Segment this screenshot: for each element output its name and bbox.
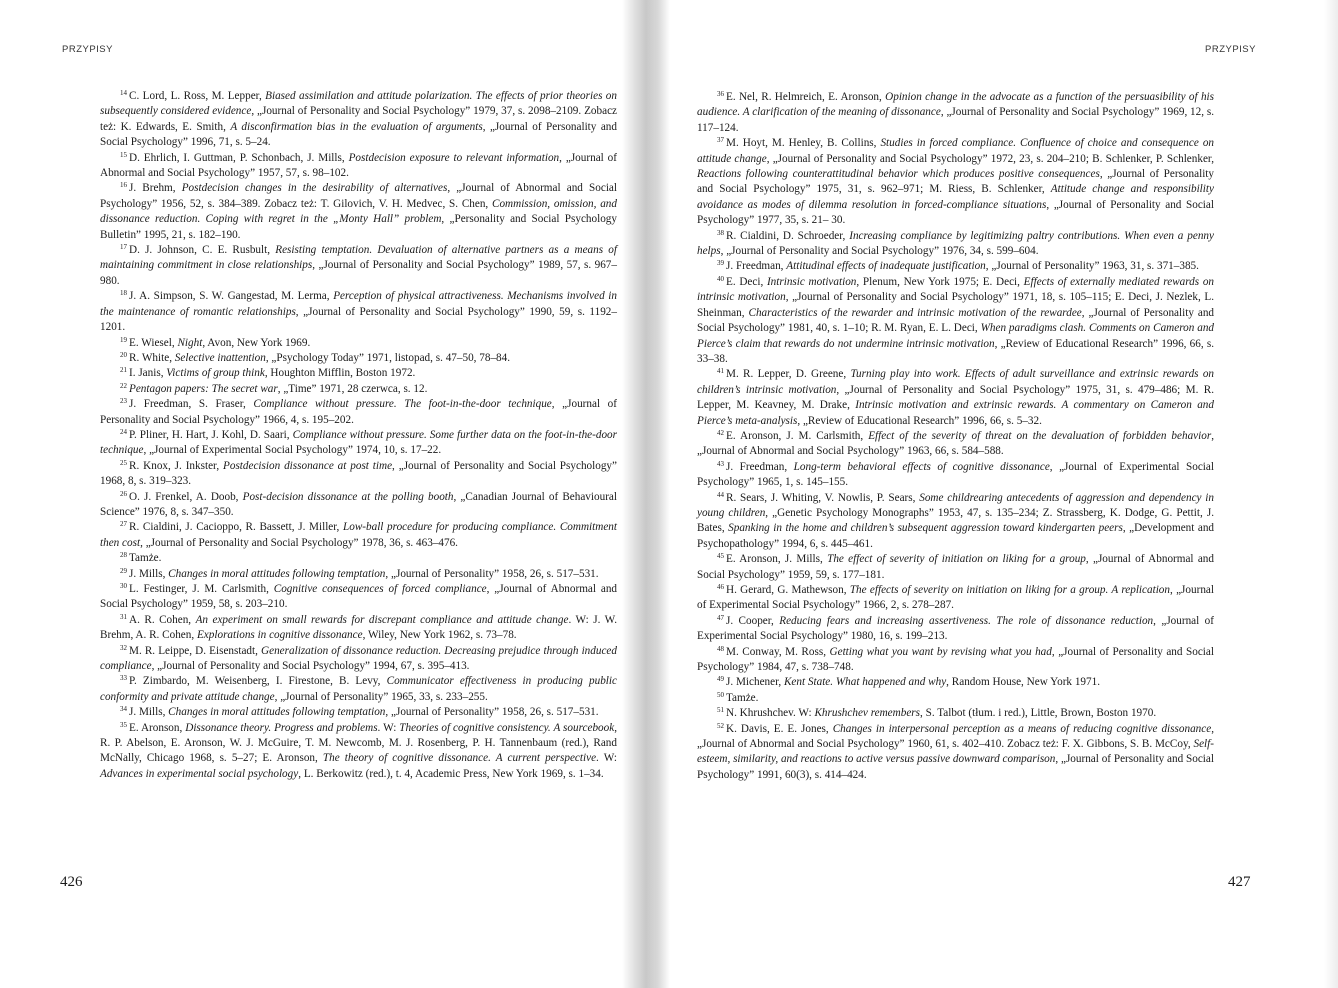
footnote-title: Attitude change and responsibility avoidance as modes of dilemma resolution in forced-compliance situations <box>697 183 1214 211</box>
footnote-title: Changes in interpersonal perception as a means of reducing cognitive dissonance <box>832 722 1212 735</box>
footnote-text: E. Aronson, <box>129 721 186 734</box>
footnote <box>100 89 617 151</box>
footnote-text: , „Journal of Personality and Social Psychology” 1968, 8, s. 319–323. <box>100 459 617 488</box>
footnote-title: Compliance without pressure. The foot-in-the-door technique <box>253 398 552 411</box>
footnote-text: , „Journal of Personality and Social Psychology” 1975, 31, s. 479–486; M. R. Lepper, M. Keavney, M. Drake, <box>697 383 1214 412</box>
footnote-title: Getting what you want by revising what you had <box>829 645 1052 658</box>
right-page-notes <box>697 90 1214 783</box>
footnote <box>697 275 1214 367</box>
footnote-text: , Wiley, New York 1962, s. 73–78. <box>362 629 517 642</box>
footnote-number: 26 <box>120 489 127 498</box>
footnote-number: 47 <box>717 613 724 622</box>
footnote-number: 17 <box>120 243 127 252</box>
footnote <box>100 382 617 397</box>
footnote-text: N. Khrushchev. W: <box>726 707 815 720</box>
footnote-text: , „Review of Educational Research” 1996, 66, s. 33–38. <box>697 337 1214 365</box>
footnote-text: , S. Talbot (tłum. i red.), Little, Brown, Boston 1970. <box>920 707 1157 720</box>
footnote <box>100 428 617 459</box>
page-number-left: 426 <box>60 874 83 890</box>
footnote-title: Effects of externally mediated rewards on intrinsic motivation <box>697 275 1215 304</box>
footnote <box>697 614 1214 645</box>
footnote-title: Commission, omission, and dissonance reduction. Coping with regret in the „Monty Hall” problem <box>100 197 617 226</box>
footnote-text: , „Canadian Journal of Behavioural Science” 1976, 8, s. 347–350. <box>100 490 617 518</box>
footnote <box>697 706 1214 721</box>
footnote-number: 37 <box>717 136 724 145</box>
footnote-title: Post-decision dissonance at the polling booth <box>242 490 454 503</box>
footnote-title: Low-ball procedure for producing compliance. Commitment then cost <box>100 521 617 549</box>
footnote-number: 14 <box>120 89 127 97</box>
footnote-text: E. Deci, <box>726 275 767 288</box>
footnote-title: Reducing fears and increasing assertiveness. The role of dissonance reduction <box>779 614 1154 627</box>
running-header-right: PRZYPISY <box>1205 44 1256 55</box>
footnote-title: Pentagon papers: The secret war <box>129 382 278 395</box>
footnote-text: M. Conway, M. Ross, <box>726 645 830 658</box>
footnote-text: , „Genetic Psychology Monographs” 1953, 47, s. 135–234; Z. Strassberg, K. Dodge, G. Pettit, J. Bates, <box>697 506 1214 535</box>
footnote <box>697 90 1214 136</box>
footnote-text: , „Development and Psychopathology” 1994, 6, s. 445–461. <box>697 522 1215 550</box>
footnote <box>100 289 617 335</box>
footnote <box>100 644 617 675</box>
footnote-text: . W: <box>596 752 617 765</box>
footnote-title: Victims of group think <box>166 367 265 380</box>
footnote-text: , „Journal of Personality and Social Psychology” 1977, 35, s. 21– 30. <box>697 198 1214 227</box>
footnote-number: 38 <box>717 228 724 237</box>
footnote-text: , „Journal of Personality” 1965, 33, s. 233–255. <box>274 690 488 703</box>
footnote <box>697 722 1214 784</box>
footnote-text: , „Time” 1971, 28 czerwca, s. 12. <box>277 382 428 395</box>
footnote-text: E. Aronson, J. Mills, <box>726 553 828 566</box>
footnote-number: 48 <box>717 644 724 653</box>
footnote-title: Effect of the severity of threat on the devaluation of forbidden behavior <box>868 429 1212 442</box>
footnote-text: , „Journal of Personality” 1958, 26, s. 517–531. <box>385 706 599 719</box>
footnote-title: A disconfirmation bias in the evaluation of arguments <box>230 120 483 133</box>
page-number-right: 427 <box>1228 874 1251 890</box>
footnote-text: . W: J. W. Brehm, A. R. Cohen, <box>100 613 618 642</box>
footnote-title: Night <box>177 336 203 349</box>
footnote-text: , Houghton Mifflin, Boston 1972. <box>264 367 416 380</box>
footnote-number: 16 <box>120 181 127 190</box>
footnote-text: , „Psychology Today” 1971, listopad, s. 47–50, 78–84. <box>265 351 511 364</box>
footnote-text: I. Janis, <box>129 367 167 380</box>
footnote-text: , „Journal of Personality and Social Psychology” 1971, 18, s. 105–115; E. Deci, J. Nezlek, L. Sheinman, <box>697 291 1214 319</box>
footnote-number: 41 <box>717 367 724 376</box>
footnote-text: , „Journal of Personality” 1963, 31, s. 371–385. <box>985 260 1199 273</box>
footnote-text: , „Journal of Personality and Social Psychology” 1979, 37, s. 2098–2109. Zobacz też: K. Edwards, E. Smith, <box>100 105 617 133</box>
page-edge <box>1324 0 1338 988</box>
footnote-text: , „Journal of Personality and Social Psychology” 1975, 31, s. 962–971; M. Riess, B. Schlenker, <box>697 168 1215 196</box>
footnote-text: , „Journal of Personality and Social Psychology” 1981, 40, s. 1–10; R. M. Ryan, E. L. Deci, <box>697 306 1215 335</box>
footnote <box>697 429 1214 460</box>
footnote-title: When paradigms clash. Comments on Cameron and Pierce’s claim that rewards do not undermine intrinsic motivation <box>697 322 1215 350</box>
footnote-title: Compliance without pressure. Some further data on the foot-in-the-door technique <box>100 428 617 457</box>
footnote <box>697 259 1214 274</box>
footnote-title: Communicator effectiveness in producing public conformity and private attitude change <box>100 675 617 703</box>
running-header-left: PRZYPISY <box>62 44 113 55</box>
footnote-text: , „Journal of Personality” 1958, 26, s. 517–531. <box>385 567 599 580</box>
footnote-title: Resisting temptation. Devaluation of alternative partners as a means of maintaining commitment in close relationships <box>100 244 618 272</box>
footnote <box>697 645 1214 676</box>
footnote-text: P. Pliner, H. Hart, J. Kohl, D. Saari, <box>129 428 293 441</box>
footnote-number: 32 <box>120 643 127 652</box>
footnote-text: , L. Berkowitz (red.), t. 4, Academic Press, New York 1969, s. 1–34. <box>298 767 604 780</box>
footnote-title: Postdecision changes in the desirability of alternatives <box>181 182 448 195</box>
book-gutter <box>622 0 670 988</box>
footnote-text: R. Sears, J. Whiting, V. Nowlis, P. Sears, <box>726 491 920 504</box>
footnote <box>697 136 1214 228</box>
footnote-text: O. J. Frenkel, A. Doob, <box>129 490 243 503</box>
footnote <box>100 705 617 720</box>
footnote-title: The effects of severity on initiation on liking for a group. A replication <box>849 584 1170 596</box>
footnote-number: 20 <box>120 350 127 359</box>
footnote-number: 35 <box>120 720 127 729</box>
footnote <box>697 675 1214 690</box>
footnote <box>100 366 617 381</box>
footnote-number: 46 <box>717 583 724 591</box>
footnote-title: Increasing compliance by legitimizing paltry contributions. When even a penny helps <box>697 229 1214 258</box>
footnote-text: K. Davis, E. E. Jones, <box>726 722 833 735</box>
footnote-text: , „Journal of Personality and Social Psychology” 1978, 36, s. 463–476. <box>140 536 458 549</box>
footnote-number: 39 <box>717 259 724 268</box>
footnote-text: J. Mills, <box>129 706 169 719</box>
footnote-text: , „Journal of Abnormal and Social Psychology” 1957, 57, s. 98–102. <box>100 151 617 180</box>
footnote-text: , „Journal of Abnormal and Social Psychology” 1959, 58, s. 203–210. <box>100 583 618 611</box>
footnote-text: Tamże. <box>726 691 759 704</box>
footnote-number: 18 <box>120 289 127 298</box>
footnote-number: 51 <box>717 706 724 715</box>
footnote-title: Spanking in the home and children’s subsequent aggression toward kindergarten peers <box>728 522 1123 535</box>
footnote <box>697 367 1214 429</box>
footnote-title: Kent State. What happened and why <box>783 676 947 689</box>
footnote-text: , „Journal of Abnormal and Social Psychology” 1956, 52, s. 384–389. Zobacz też: T. Gilovich, V. H. Medvec, S. Chen, <box>100 182 617 210</box>
footnote-text: , „Journal of Personality and Social Psychology” 1989, 57, s. 967–980. <box>100 259 617 287</box>
footnote-text: Tamże. <box>129 552 162 565</box>
footnote <box>100 151 617 182</box>
footnote-text: , Plenum, New York 1975; E. Deci, <box>856 275 1024 288</box>
footnote-number: 29 <box>120 566 127 575</box>
footnote-text: D. Ehrlich, I. Guttman, P. Schonbach, J. Mills, <box>129 151 349 164</box>
footnote-title: Opinion change in the advocate as a function of the persuasibility of his audience. A clarification of the meaning of dissonance <box>697 91 1214 119</box>
footnote-text: , „Journal of Experimental Social Psychology” 1980, 16, s. 199–213. <box>697 614 1214 643</box>
footnote-number: 44 <box>717 490 724 499</box>
footnote-text: , „Journal of Experimental Social Psychology” 1965, 1, s. 145–155. <box>697 460 1214 489</box>
footnote <box>697 460 1214 491</box>
footnote-text: A. R. Cohen, <box>129 613 196 626</box>
footnote-text: R. Knox, J. Inkster, <box>129 459 224 472</box>
footnote-title: Studies in forced compliance. Confluence of choice and consequence on attitude change <box>697 137 1215 165</box>
footnote <box>100 674 617 705</box>
footnote-title: Dissonance theory. Progress and problems <box>185 721 378 734</box>
footnote-title: Attitudinal effects of inadequate justification <box>786 260 986 273</box>
footnote-title: Turning play into work. Effects of adult surveillance and extrinsic rewards on children’s intrinsic motivation <box>697 368 1215 396</box>
footnote-text: J. Brehm, <box>129 182 182 195</box>
footnote-number: 24 <box>120 427 127 436</box>
footnote-title: Cognitive consequences of forced compliance <box>273 583 487 595</box>
footnote <box>100 243 617 289</box>
footnote-text: E. Aronson, J. M. Carlsmith, <box>726 429 869 442</box>
footnote-text: P. Zimbardo, M. Weisenberg, I. Firestone, B. Levy, <box>129 675 387 688</box>
footnote-text: , „Journal of Personality and Social Psychology” 1972, 23, s. 204–210; B. Schlenker, P. Schlenker, <box>766 152 1214 165</box>
footnote-number: 45 <box>717 552 724 561</box>
footnote-text: J. Freedman, <box>726 460 794 473</box>
footnote <box>697 552 1214 583</box>
footnote-title: Khrushchev remembers <box>814 707 920 720</box>
footnote-title: Changes in moral attitudes following temptation <box>168 706 386 719</box>
footnote-text: , „Journal of Abnormal and Social Psychology” 1959, 59, s. 177–181. <box>697 553 1214 581</box>
footnote-title: Advances in experimental social psychology <box>100 767 299 780</box>
footnote-title: Biased assimilation and attitude polarization. The effects of prior theories on subsequently considered evidence <box>100 90 617 118</box>
footnote-number: 25 <box>120 458 127 467</box>
footnote-number: 34 <box>120 705 127 714</box>
footnote-number: 27 <box>120 520 127 529</box>
footnote-title: Generalization of dissonance reduction. Decreasing prejudice through induced compliance <box>100 644 617 673</box>
footnote <box>697 491 1214 553</box>
footnote-text: R. White, <box>129 351 175 364</box>
footnote-text: , Avon, New York 1969. <box>202 336 311 349</box>
footnote-text: , Random House, New York 1971. <box>946 676 1100 689</box>
footnote-text: , R. P. Abelson, E. Aronson, W. J. McGuire, T. M. Newcomb, M. J. Rosenberg, P. H. Tannenbaum (red.), Rand McNally, Chicago 1968, s. 5–27; E. Aronson, <box>100 721 617 765</box>
footnote-number: 22 <box>120 381 127 390</box>
footnote-number: 19 <box>120 335 127 344</box>
footnote <box>100 336 617 351</box>
footnote-text: J. Freedman, <box>726 260 787 273</box>
footnote <box>100 397 617 428</box>
footnote <box>100 551 617 566</box>
footnote <box>100 459 617 490</box>
footnote-title: Theories of cognitive consistency. A sourcebook <box>399 721 615 734</box>
footnote <box>697 691 1214 706</box>
footnote-text: , „Journal of Personality and Social Psychology” 1966, 4, s. 195–202. <box>100 398 617 426</box>
footnote-number: 21 <box>120 366 127 375</box>
footnote-title: Reactions following counterattitudinal behavior which produces positive consequences <box>697 168 1100 181</box>
footnote-title: Intrinsic motivation <box>766 275 857 288</box>
footnote <box>100 351 617 366</box>
footnote-title: Selective inattention <box>174 351 266 364</box>
footnote-text: , „Journal of Personality and Social Psychology” 1984, 47, s. 738–748. <box>697 645 1214 674</box>
footnote-text: R. Cialdini, D. Schroeder, <box>726 229 850 242</box>
footnote-number: 28 <box>120 551 127 560</box>
footnote-number: 40 <box>717 274 724 283</box>
footnote-text: C. Lord, L. Ross, M. Lepper, <box>129 90 266 102</box>
footnote-text: J. Michener, <box>726 676 784 689</box>
footnote-title: The effect of severity of initiation on liking for a group <box>827 553 1086 566</box>
footnote-number: 49 <box>717 675 724 684</box>
footnote-number: 33 <box>120 674 127 683</box>
footnote-text: , „Journal of Abnormal and Social Psychology” 1963, 66, s. 584–588. <box>697 429 1214 458</box>
footnote-text: J. Mills, <box>129 567 169 580</box>
footnote-number: 30 <box>120 582 127 590</box>
footnote-text: , „Journal of Personality and Social Psychology” 1996, 71, s. 5–24. <box>100 120 617 149</box>
footnote-title: Postdecision exposure to relevant information <box>348 151 560 164</box>
footnote-title: Postdecision dissonance at post time <box>223 459 393 472</box>
footnote <box>100 582 617 613</box>
footnote-text: , „Journal of Personality and Social Psychology” 1990, 59, s. 1192–1201. <box>100 305 617 334</box>
footnote-text: , „Journal of Personality and Social Psychology” 1991, 60(3), s. 414–424. <box>697 753 1214 781</box>
footnote-number: 52 <box>717 721 724 730</box>
footnote-text: , „Personality and Social Psychology Bulletin” 1995, 21, s. 182–190. <box>100 213 617 241</box>
footnote <box>100 613 617 644</box>
footnote-number: 50 <box>717 690 724 699</box>
footnote-text: J. Freedman, S. Fraser, <box>129 398 254 411</box>
footnote-text: , „Journal of Personality and Social Psychology” 1969, 12, s. 117–124. <box>697 106 1214 134</box>
footnote-text: , „Journal of Experimental Social Psychology” 1974, 10, s. 17–22. <box>143 444 442 457</box>
footnote-text: , „Journal of Experimental Social Psychology” 1966, 2, s. 278–287. <box>697 584 1214 612</box>
footnote-title: Changes in moral attitudes following temptation <box>168 567 386 580</box>
footnote-text: H. Gerard, G. Mathewson, <box>726 584 850 596</box>
footnote-text: D. J. Johnson, C. E. Rusbult, <box>129 244 276 257</box>
footnote-title: Long-term behavioral effects of cognitive dissonance <box>793 460 1050 473</box>
footnote-text: M. R. Leippe, D. Eisenstadt, <box>129 644 262 657</box>
footnote <box>100 520 617 551</box>
footnote-title: Perception of physical attractiveness. Mechanisms involved in the maintenance of romantic relationships <box>100 290 617 318</box>
footnote-text: , „Journal of Personality and Social Psychology” 1994, 67, s. 395–413. <box>151 660 470 673</box>
footnote-number: 36 <box>717 90 724 98</box>
footnote-text: J. Cooper, <box>726 614 780 627</box>
footnote-number: 42 <box>717 428 724 437</box>
footnote-text: L. Festinger, J. M. Carlsmith, <box>129 583 274 595</box>
footnote-text: , „Review of Educational Research” 1996, 66, s. 5–32. <box>797 414 1042 427</box>
footnote <box>697 229 1214 260</box>
footnote-text: E. Wiesel, <box>129 336 178 349</box>
footnote-text: . W: <box>377 721 400 734</box>
footnote <box>100 721 617 783</box>
footnote <box>100 181 617 243</box>
footnote-number: 15 <box>120 150 127 159</box>
footnote-title: Some childrearing antecedents of aggression and dependency in young children <box>697 491 1215 519</box>
footnote <box>100 490 617 521</box>
footnote-title: An experiment on small rewards for discrepant compliance and attitude change <box>195 613 569 626</box>
footnote <box>100 567 617 582</box>
footnote-text: E. Nel, R. Helmreich, E. Aronson, <box>726 91 886 103</box>
footnote-text: , „Journal of Abnormal and Social Psychology” 1960, 61, s. 402–410. Zobacz też: F. X. Gibbons, S. B. McCoy, <box>697 722 1214 751</box>
footnote-title: Self-esteem, similarity, and reactions to active versus passive downward comparison <box>697 738 1214 766</box>
footnote-number: 23 <box>120 397 127 406</box>
footnote-text: R. Cialdini, J. Cacioppo, R. Bassett, J. Miller, <box>129 521 343 534</box>
footnote-title: Explorations in cognitive dissonance <box>196 629 363 642</box>
footnote-title: Characteristics of the rewarder and intrinsic motivation of the rewardee <box>748 306 1082 319</box>
footnote-text: , „Journal of Personality and Social Psychology” 1976, 34, s. 599–604. <box>720 245 1039 258</box>
footnote-title: Intrinsic motivation and extrinsic rewards. A commentary on Cameron and Pierce’s meta-analysis <box>697 399 1214 427</box>
footnote-text: J. A. Simpson, S. W. Gangestad, M. Lerma, <box>129 290 334 303</box>
footnote-title: The theory of cognitive dissonance. A current perspective <box>322 752 597 765</box>
left-page-notes <box>100 89 617 782</box>
footnote-text: M. R. Lepper, D. Greene, <box>726 368 851 381</box>
footnote-number: 43 <box>717 459 724 468</box>
footnote-text: M. Hoyt, M. Henley, B. Collins, <box>726 137 881 150</box>
footnote-number: 31 <box>120 612 127 621</box>
footnote <box>697 583 1214 614</box>
